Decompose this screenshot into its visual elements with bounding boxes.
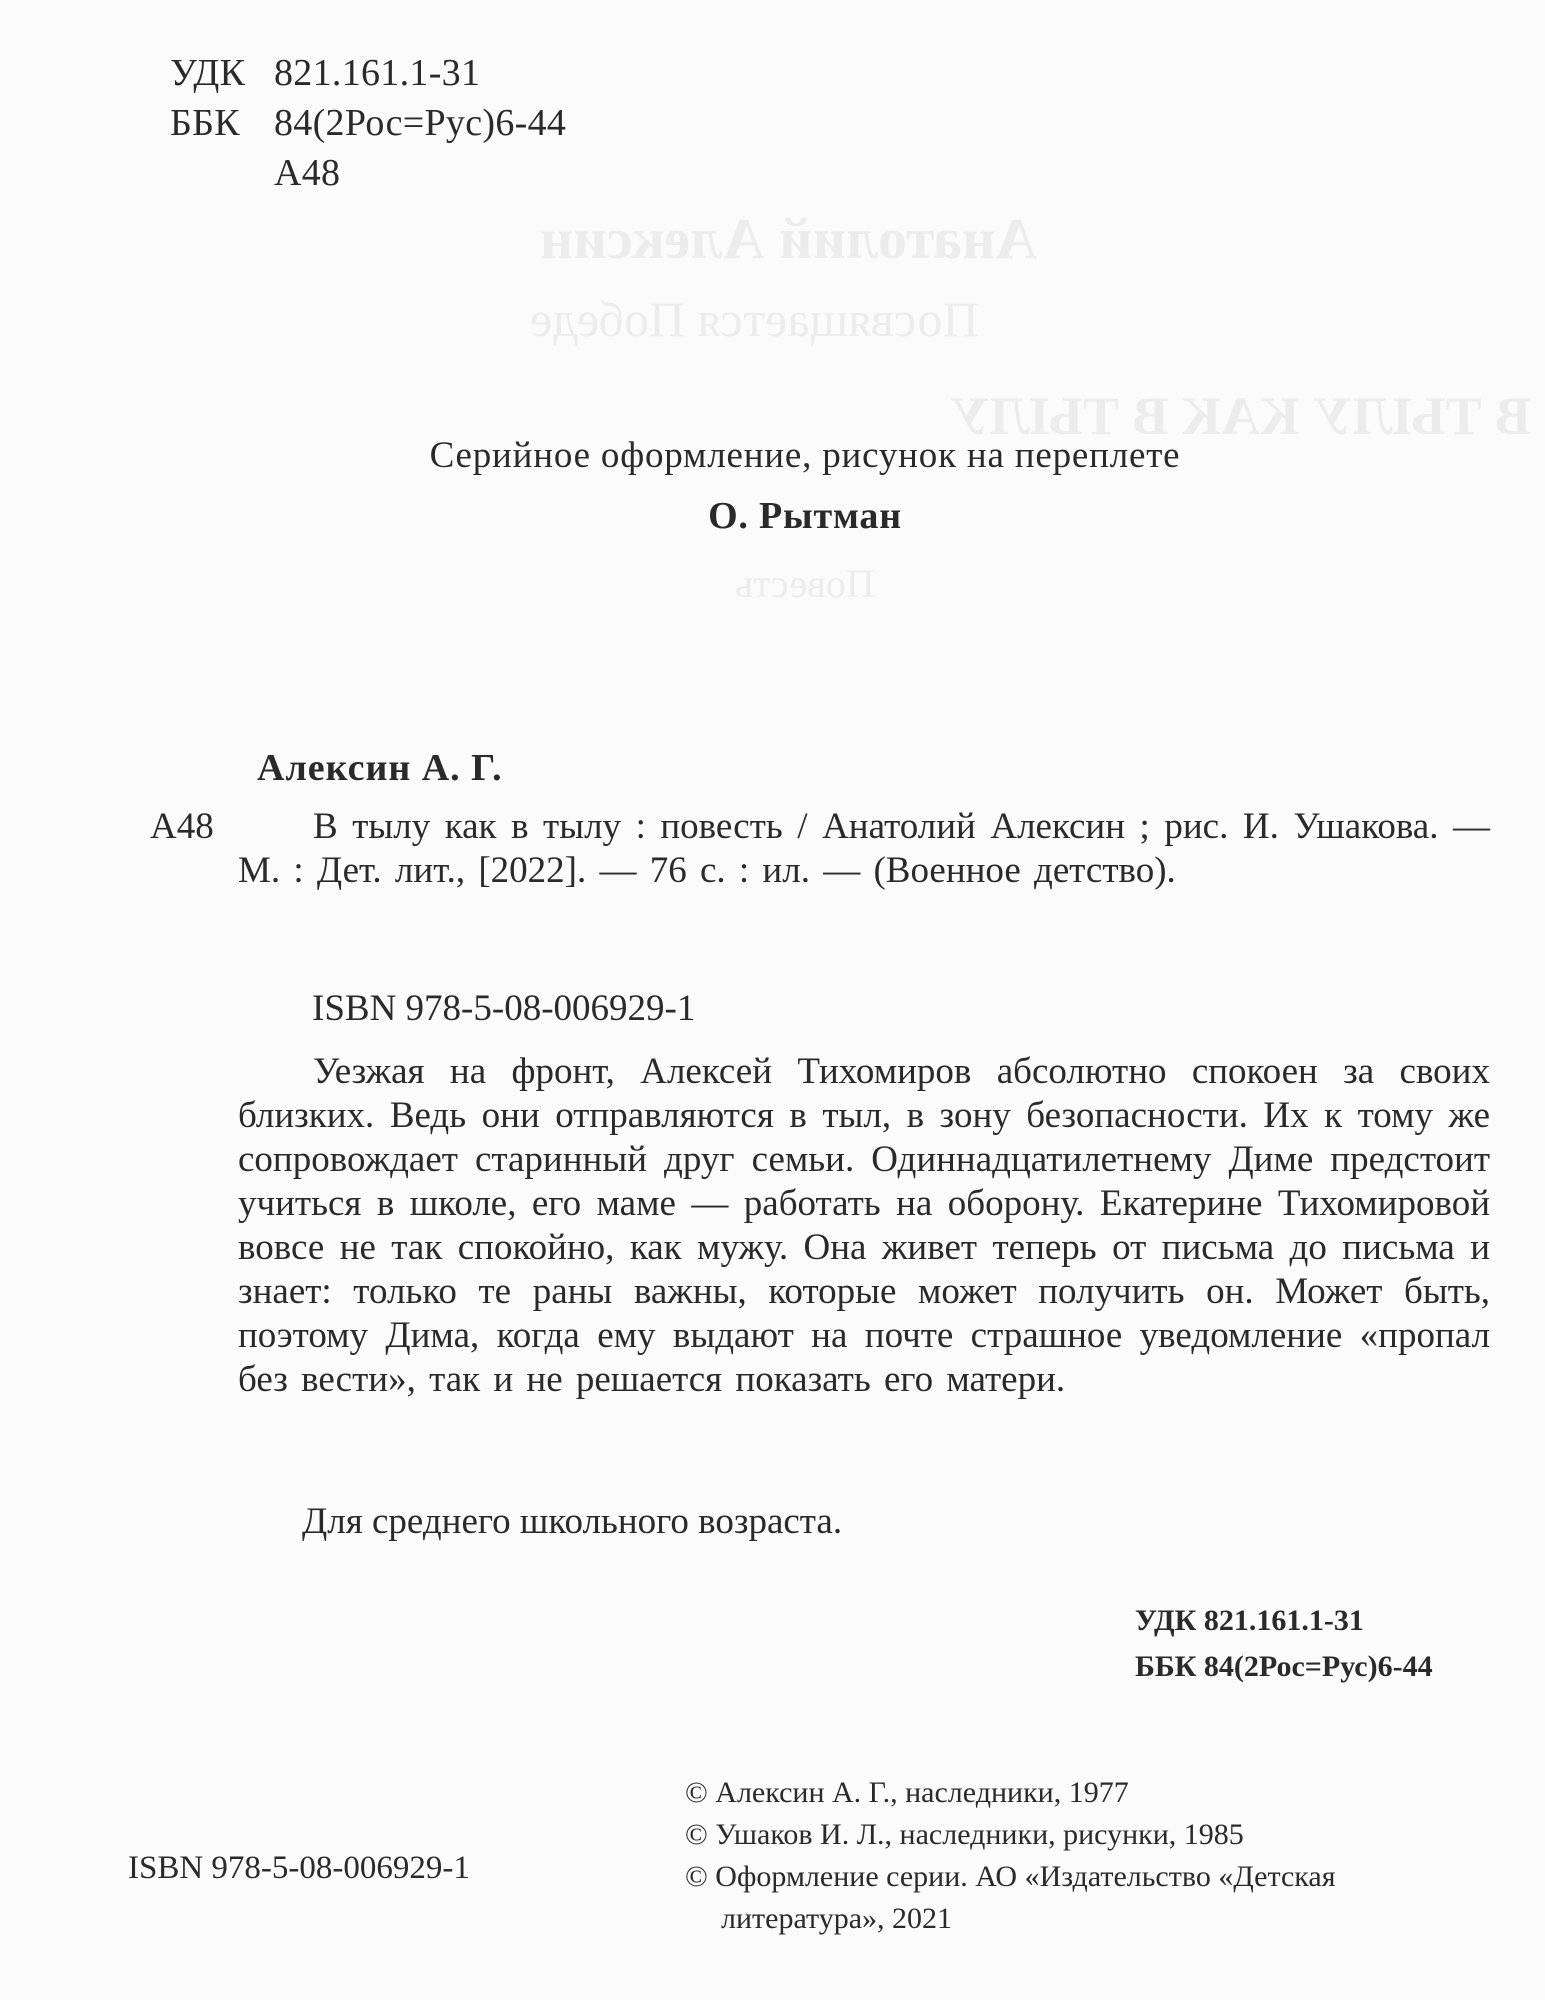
series-designer-name: О. Рытман xyxy=(708,495,902,537)
code-value: 84(2Рос=Рус)6-44 xyxy=(274,102,567,144)
show-through-line: Анатолий Алексин xyxy=(540,206,1038,271)
code-value: 821.161.1-31 xyxy=(274,52,481,94)
series-design-line: Серийное оформление, рисунок на переплете xyxy=(429,435,1181,476)
show-through-line: Повесть xyxy=(735,561,875,606)
bbk-code-bottom: ББК 84(2Рос=Рус)6-44 xyxy=(1135,1650,1433,1683)
copyright-line: литература», 2021 xyxy=(721,1902,953,1935)
isbn-bottom: ISBN 978-5-08-006929-1 xyxy=(128,1850,470,1886)
author-heading: Алексин А. Г. xyxy=(257,747,503,789)
udk-code-bottom: УДК 821.161.1-31 xyxy=(1135,1604,1364,1637)
show-through-line: Посвящается Победе xyxy=(530,291,979,347)
copyright-line: © Алексин А. Г., наследники, 1977 xyxy=(685,1776,1129,1809)
audience-note: Для среднего школьного возраста. xyxy=(302,1501,843,1542)
show-through-line: В ТЫЛУ КАК В ТЫЛУ xyxy=(950,386,1532,446)
bbk-code xyxy=(170,98,566,148)
udk-code xyxy=(170,48,566,98)
copyright-line: © Оформление серии. АО «Издательство «Детская xyxy=(685,1860,1336,1893)
code-value: А48 xyxy=(274,152,341,194)
code-key: УДК xyxy=(170,52,246,94)
bibliographic-description: В тылу как в тылу : повесть / Анатолий Алексин ; рис. И. Ушакова. — М. : Дет. лит., [2022]. — 76 с. : ил. — (Военное детство). xyxy=(238,806,1490,891)
copyright-line: © Ушаков И. Л., наследники, рисунки, 1985 xyxy=(685,1818,1244,1851)
code-key: ББК xyxy=(170,102,240,144)
copyright-block xyxy=(685,1772,1515,1940)
isbn: ISBN 978-5-08-006929-1 xyxy=(312,988,696,1029)
top-classification-codes xyxy=(170,48,566,198)
bottom-classification-codes xyxy=(1135,1598,1433,1690)
annotation: Уезжая на фронт, Алексей Тихомиров абсолютно спокоен за своих близких. Ведь они отправляются в тыл, в зону безопасности. Их к тому же сопровождает старинный друг семьи. Одиннадцатилетнему Диме предстоит учиться в школе, его маме — работать на оборону. Екатерине Тихомировой вовсе не так спокойно, как мужу. Она живет теперь от письма до письма и знает: только те раны важны, которые может получить он. Может быть, поэтому Дима, когда ему выдают на почте страшное уведомление «пропал без вести», так и не решается показать его матери. xyxy=(238,1051,1490,1400)
author-mark xyxy=(170,148,566,198)
catalog-number: А48 xyxy=(150,806,214,847)
